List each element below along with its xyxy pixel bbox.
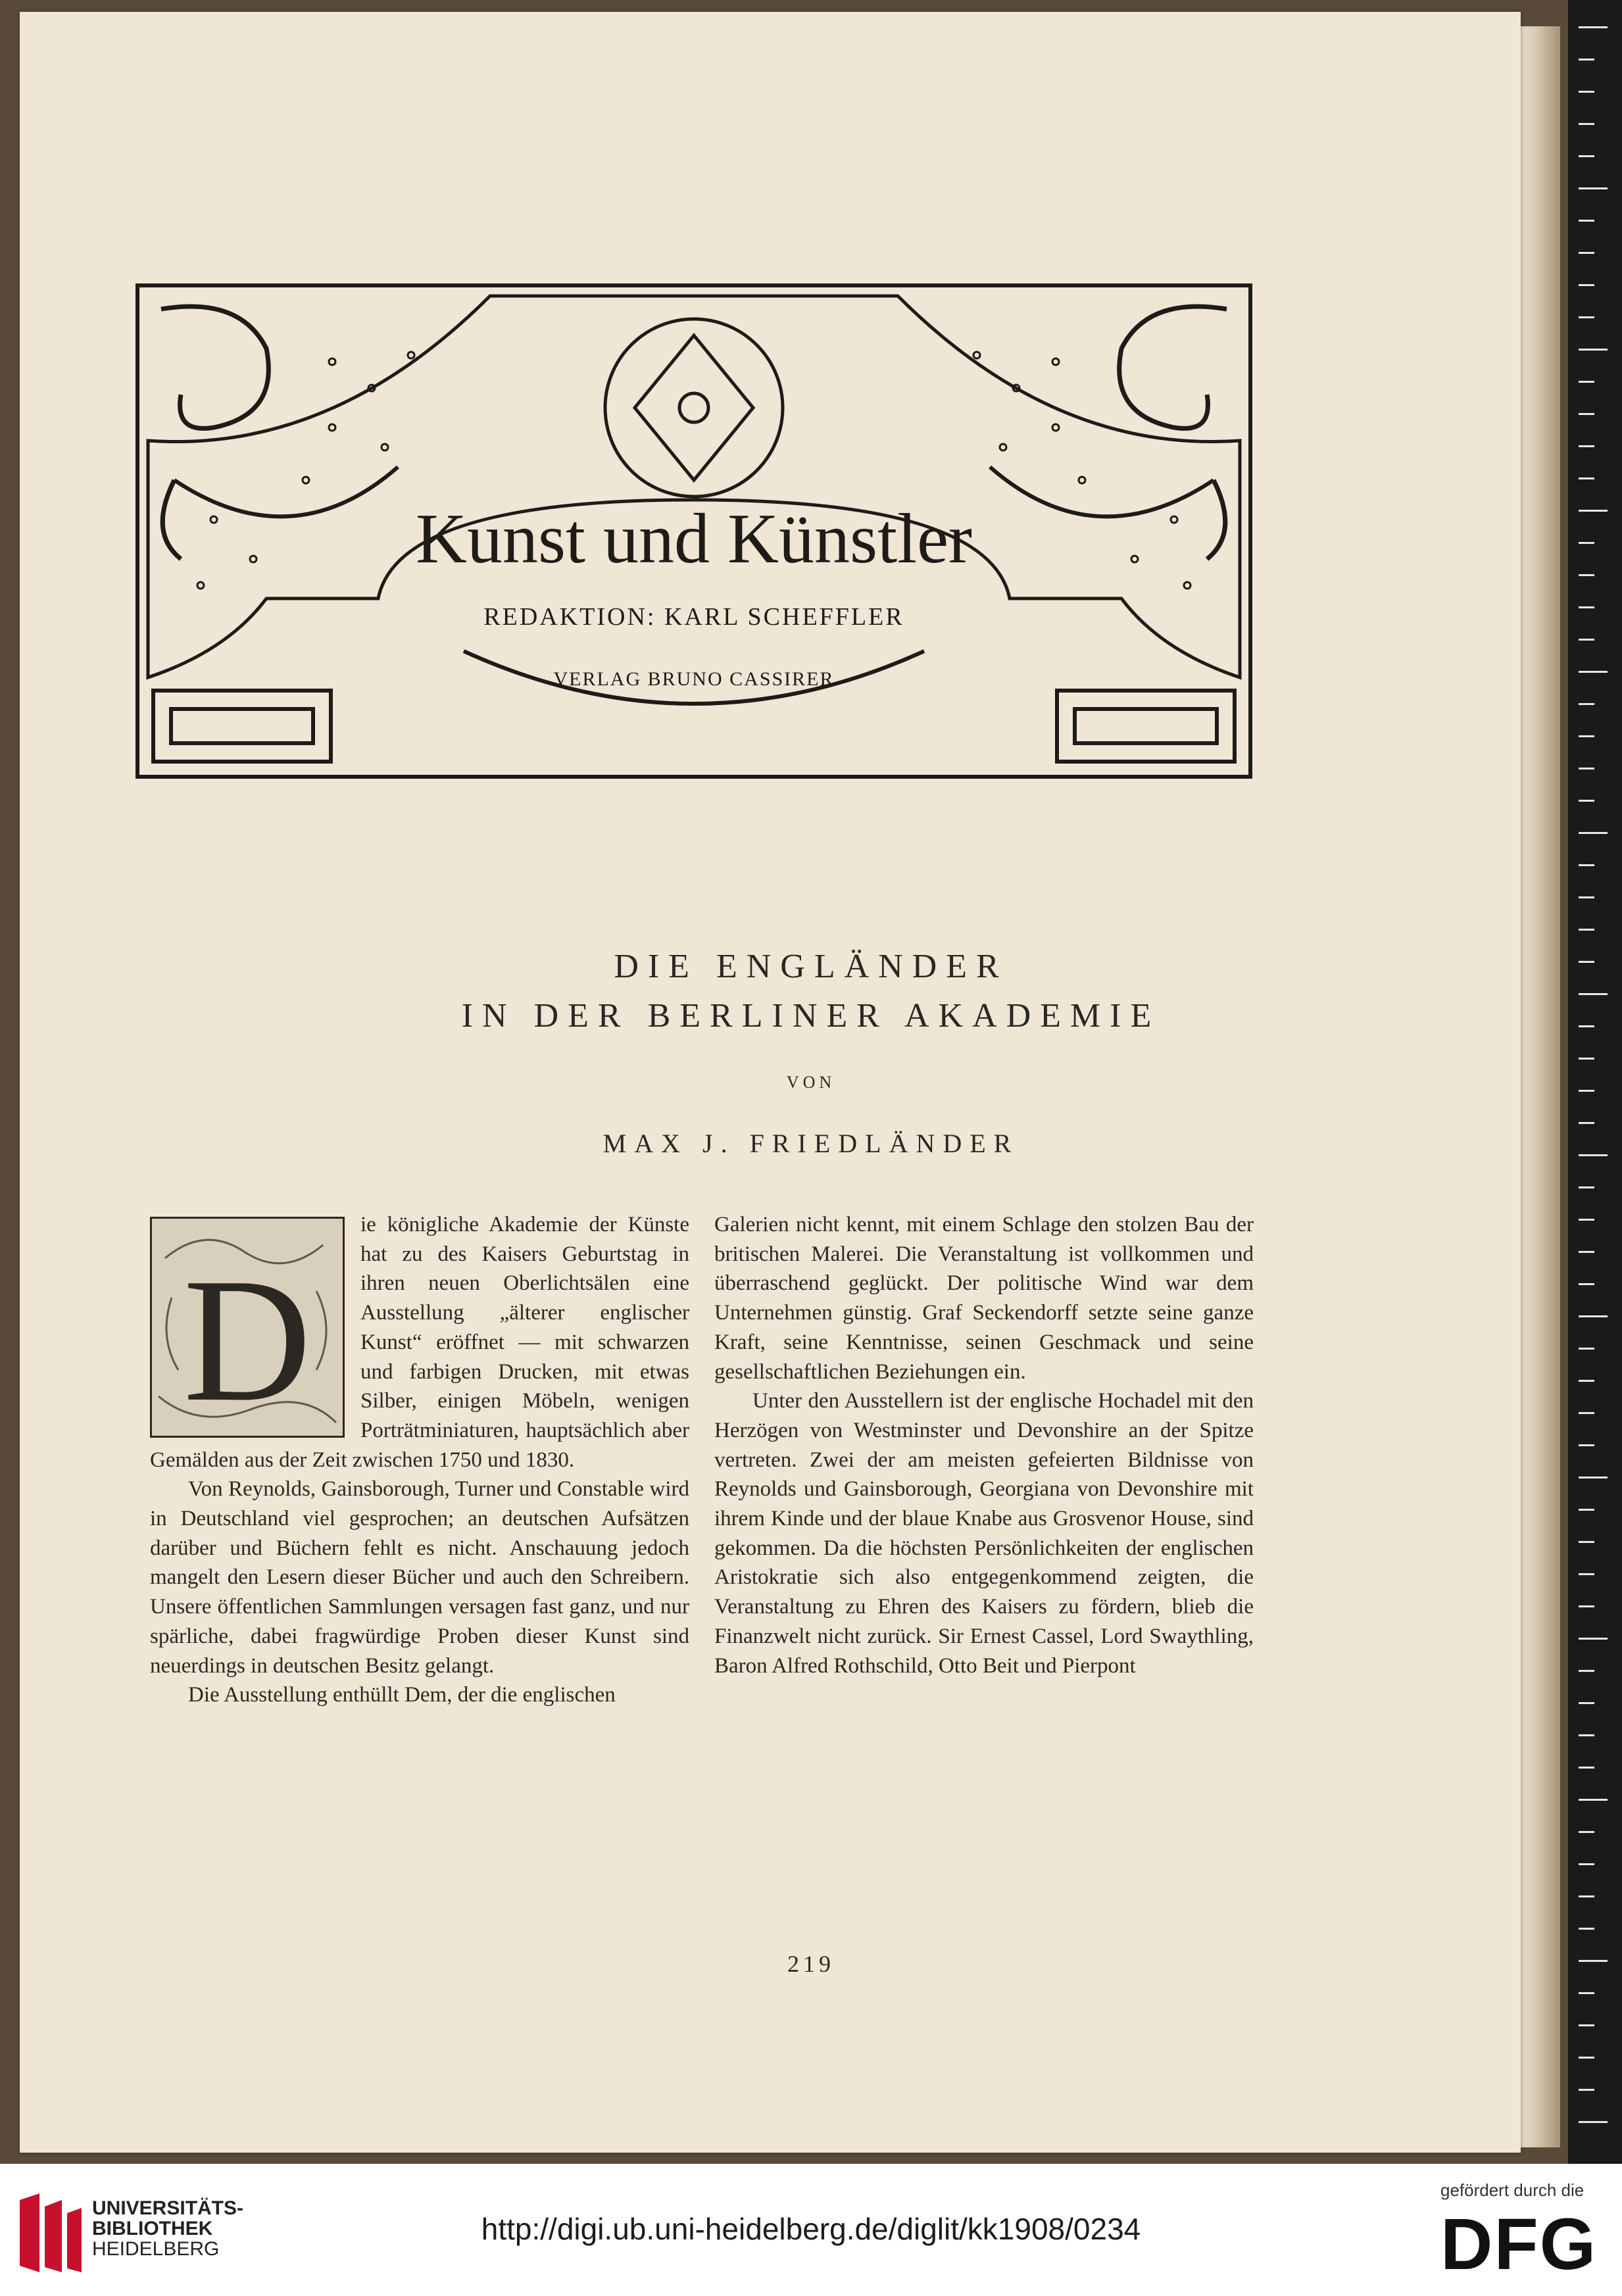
ruler-tick: [1579, 1058, 1594, 1060]
ruler-tick: [1579, 1928, 1594, 1930]
ruler-tick: [1579, 1605, 1594, 1607]
paragraph: ie königliche Akademie der Künste hat zu des Kaisers Geburtstag in ihren neuen Oberlichtsälen eine Ausstellung „älterer englischer Kunst“ eröffnet — mit schwarzen und farbigen Drucken, mit etwas Silber, einigen Möbeln, wenigen Porträtminiaturen, hauptsächlich aber Gemälden aus der Zeit zwischen 1750 und 1830.: [150, 1213, 689, 1472]
paragraph: Galerien nicht kennt, mit einem Schlage den stolzen Bau der britischen Malerei. Die Veranstaltung ist vollkommen und überraschend geglückt. Der politische Wind war dem Unternehmen günstig. Graf Seckendorff setzte seine ganze Kraft, seine Kenntnisse, seinen Geschmack und seine gesellschaftlichen Beziehungen ein.: [714, 1213, 1254, 1384]
ruler-tick: [1579, 1283, 1594, 1285]
ruler-tick: [1579, 1380, 1594, 1382]
ruler-tick: [1579, 1702, 1594, 1704]
dfg-logo[interactable]: DFG: [1440, 2204, 1598, 2285]
ruler-tick: [1579, 1895, 1594, 1897]
text-column-left: [150, 1210, 689, 1710]
ruler-tick: [1579, 1186, 1594, 1188]
ruler-tick: [1579, 187, 1608, 189]
library-name-line1: UNIVERSITÄTS-: [92, 2197, 244, 2219]
ruler-tick: [1579, 284, 1594, 286]
ruler-tick: [1579, 1863, 1594, 1865]
masthead-publisher: VERLAG BRUNO CASSIRER: [553, 668, 835, 690]
dropcap-initial: [150, 1217, 345, 1438]
ruler-tick: [1579, 1122, 1594, 1124]
ruler-tick: [1579, 1573, 1594, 1575]
ruler-tick: [1579, 445, 1594, 447]
ruler-tick: [1579, 2121, 1608, 2123]
ruler-tick: [1579, 123, 1594, 125]
ruler-tick: [1579, 155, 1594, 157]
ruler-tick: [1579, 1090, 1594, 1092]
ruler-tick: [1579, 1670, 1594, 1672]
ruler-tick: [1579, 349, 1608, 351]
ruler-tick: [1579, 1638, 1608, 1640]
ruler-tick: [1579, 2024, 1594, 2026]
ruler-tick: [1579, 1154, 1608, 1156]
ruler-tick: [1579, 2057, 1594, 2059]
ruler-tick: [1579, 961, 1594, 963]
ruler-tick: [1579, 510, 1608, 512]
ruler-tick: [1579, 477, 1594, 479]
library-name-line3: HEIDELBERG: [92, 2238, 220, 2260]
ruler-tick: [1579, 1477, 1608, 1478]
ruler-tick: [1579, 26, 1608, 28]
ruler-tick: [1579, 1219, 1594, 1221]
ruler-tick: [1579, 574, 1594, 576]
article-author: MAX J. FRIEDLÄNDER: [602, 1129, 1020, 1158]
ruler-tick: [1579, 316, 1594, 318]
ruler-tick: [1579, 1992, 1594, 1994]
ruler-tick: [1579, 606, 1594, 608]
ruler-tick: [1579, 1509, 1594, 1511]
masthead-ornament: [135, 283, 1253, 779]
page-number: 219: [787, 1951, 835, 1977]
masthead-title: Kunst und Künstler: [416, 500, 972, 578]
ruler-tick: [1579, 993, 1608, 995]
ruler-tick: [1579, 1799, 1608, 1801]
ruler-tick: [1579, 59, 1594, 61]
ruler-tick: [1579, 800, 1594, 802]
article-title-line2: IN DER BERLINER AKADEMIE: [461, 997, 1161, 1035]
ruler-tick: [1579, 1025, 1594, 1027]
ruler-tick: [1579, 2089, 1594, 2091]
permalink-url[interactable]: http://digi.ub.uni-heidelberg.de/diglit/kk1908/0234: [481, 2212, 1141, 2246]
ruler-tick: [1579, 1831, 1594, 1833]
ruler-tick: [1579, 896, 1594, 898]
ruler-tick: [1579, 252, 1594, 254]
ruler-tick: [1579, 413, 1594, 415]
ruler-tick: [1579, 1541, 1594, 1543]
ruler-tick: [1579, 703, 1594, 705]
library-name-line2: BIBLIOTHEK: [92, 2218, 213, 2239]
masthead-editor: REDAKTION: KARL SCHEFFLER: [483, 603, 904, 631]
ruler-tick: [1579, 929, 1594, 931]
article-title-line1: DIE ENGLÄNDER: [614, 948, 1008, 985]
paragraph: Die Ausstellung enthüllt Dem, der die englischen: [188, 1683, 616, 1707]
ruler-tick: [1579, 735, 1594, 737]
ruler-tick: [1579, 1412, 1594, 1414]
paragraph: Unter den Ausstellern ist der englische Hochadel mit den Herzögen von Westminster und Devonshire an der Spitze vertreten. Zwei der am meisten gefeierten Bildnisse von Reynolds und Gainsborough, Georgiana von Devonshire mit ihrem Kinde und der blaue Knabe aus Grosvenor House, sind gekommen. Da die höchsten Persönlichkeiten der englischen Aristokratie sich also entgegenkommend zeigten, die Veranstaltung zu Ehren des Kaisers zu fördern, blieb die Finanzwelt nicht zurück. Sir Ernest Cassel, Lord Swaythling, Baron Alfred Rothschild, Otto Beit und Pierpont: [714, 1389, 1254, 1678]
dropcap-letter: D: [183, 1242, 312, 1436]
viewer-footer: [0, 2164, 1622, 2296]
ruler-tick: [1579, 542, 1594, 544]
ruler-tick: [1579, 671, 1608, 673]
ruler-tick: [1579, 1444, 1594, 1446]
ruler-tick: [1579, 1960, 1608, 1962]
ruler-tick: [1579, 1251, 1594, 1253]
funded-by-label: gefördert durch die: [1440, 2180, 1585, 2200]
ruler-tick: [1579, 1348, 1594, 1350]
ruler-tick: [1579, 1315, 1608, 1317]
ruler-tick: [1579, 220, 1594, 222]
ruler-tick: [1579, 768, 1594, 769]
ruler-tick: [1579, 864, 1594, 866]
byline-von: VON: [786, 1073, 836, 1092]
ruler-tick: [1579, 381, 1594, 383]
text-column-right: [714, 1210, 1254, 1680]
ruler-tick: [1579, 1734, 1594, 1736]
ruler-tick: [1579, 91, 1594, 93]
paragraph: Von Reynolds, Gainsborough, Turner und Constable wird in Deutschland viel gesprochen; an deutschen Aufsätzen darüber und Büchern fehlt es nicht. Anschauung jedoch mangelt den Lesern dieser Bücher und auch den Schreibern. Unsere öffentlichen Sammlungen versagen fast ganz, und nur spärliche, dabei fragwürdige Proben dieser Kunst sind neuerdings in deutschen Besitz gelangt.: [150, 1477, 689, 1678]
ruler-tick: [1579, 639, 1594, 641]
ruler-tick: [1579, 832, 1608, 834]
ruler-tick: [1579, 1767, 1594, 1769]
